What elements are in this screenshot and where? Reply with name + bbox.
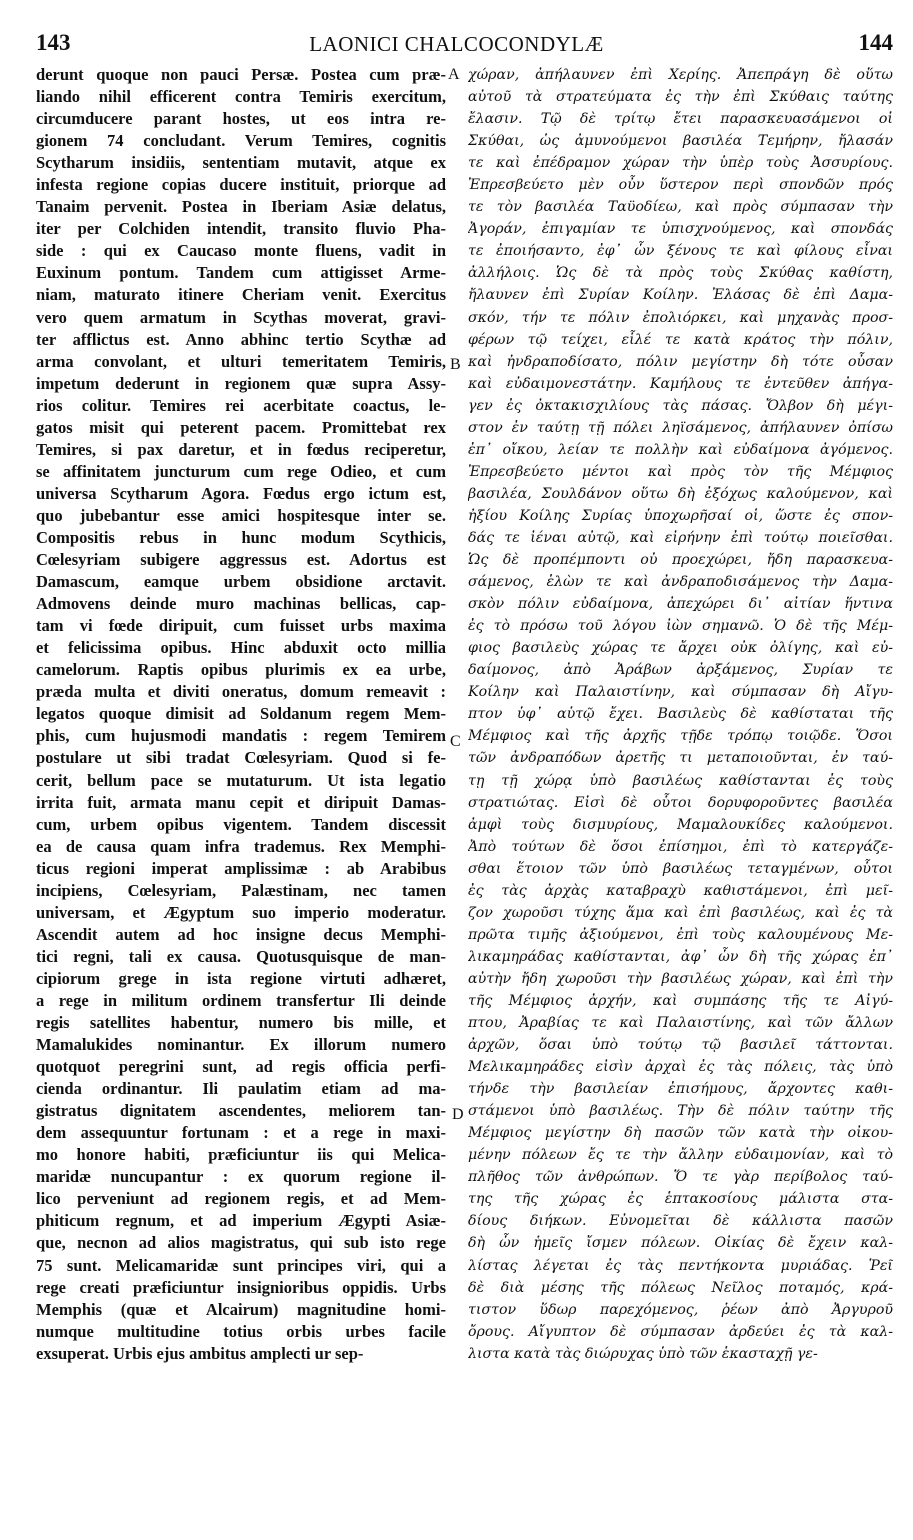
greek-text-line: πτον ὑφ᾽ αὑτῷ ἔχει. Βασιλεὺς δὲ καθίσταται τῆς (468, 706, 893, 723)
latin-text-line: irrita fuit, armata manu cepit et diripuit Damas- (36, 792, 446, 812)
greek-text-line: Μέμφιος καὶ τῆς ἀρχῆς τῇδε τρόπῳ τοιῷδε. Ὅσοι (468, 728, 893, 745)
latin-text-line: Euxinum pontum. Tandem cum attigisset Arme- (36, 263, 446, 283)
greek-text-line: Ἀπὸ τούτων δὲ ὅσοι ἐπίσημοι, ἐπὶ τὸ κατεργάζε- (468, 838, 893, 855)
latin-text-line: legatos quoque dimisit ad Soldanum regem Mem- (36, 704, 446, 724)
greek-text-line: δίους διήκων. Εὐνομεῖται δὲ κάλλιστα πασῶν (468, 1213, 893, 1230)
greek-text-line: ἠξίου Κοίλης Συρίας ὑποχωρῆσαί οἱ, ὥστε ἐς σπον- (468, 507, 893, 524)
greek-text-line: χώραν, ἀπήλαυνεν ἐπὶ Χερίης. Ἀπεπράγη δὲ οὕτω (468, 67, 893, 83)
greek-text-line: ἐπ᾽ οἴκου, λείαν τε πολλὴν καὶ εὐδαίμονα ἀγόμενος. (468, 441, 893, 458)
latin-text-line: 75 sunt. Melicamaridæ sunt principes viri, qui a (36, 1255, 446, 1275)
greek-text-line: ὄρους. Αἴγυπτον δὲ σύμπασαν ἀρδεύει ἐς τὰ καλ- (468, 1323, 893, 1340)
latin-text-line: cipiorum grege in ista regione virtuti adhæret, (36, 968, 446, 988)
latin-text-line: tam vi fœde diripuit, cum fuisset urbs maxima (36, 616, 446, 636)
latin-text-line: camelorum. Raptis opibus plurimis ex ea urbe, (36, 660, 446, 680)
latin-text-line: phis, cum hujusmodi mandatis : regem Temirem (36, 726, 446, 746)
latin-text-line: iter per Colchiden intendit, transito fluvio Pha- (36, 219, 446, 239)
latin-text-line: cum, urbem opibus vigentem. Tandem discessit (36, 814, 446, 834)
latin-text-line: Mamalukides nominantur. Ex illorum numero (36, 1035, 446, 1055)
greek-text-line: τῶν ἀνδραπόδων ἀρετῆς τι μεταποιοῦνται, ἐν ταύ- (468, 750, 893, 767)
latin-text-line: quo jubebantur esse amici hospitesque inter se. (36, 505, 446, 525)
greek-text-line: λίστας λέγεται ἐς τὰς πεντήκοντα μυριάδας. Ῥεῖ (468, 1257, 893, 1274)
greek-text-line: τιστον ὕδωρ παρεχόμενος, ῥέων ἀπὸ Ἀργυροῦ (468, 1301, 893, 1318)
greek-text-line: φέρων τῷ τείχει, εἷλέ τε κατὰ κράτος τὴν πόλιν, (468, 331, 893, 348)
latin-text-line: impetum dederunt in regionem quæ supra Assy- (36, 373, 446, 393)
greek-text-line: σάμενος, ἑλὼν τε καὶ ἀνδραποδισάμενος τὴν Δαμα- (468, 574, 893, 591)
latin-text-line: ter afflictus est. Anno abhinc tertio Scythæ ad (36, 329, 446, 349)
left-page-number: 143 (36, 30, 71, 55)
greek-text-line: σκὸν πόλιν εὐδαίμονα, ἀπεχώρει δι᾽ αἰτίαν ἥντινα (468, 596, 893, 613)
latin-text-line: arma convolant, et ulturi temeritatem Temiris, (36, 351, 446, 371)
latin-text-line: niam, maturato itinere Cheriam venit. Exercitus (36, 285, 446, 305)
greek-text-line: δάς τε ἰέναι αὐτῷ, καὶ εἰρήνην ἐπὶ τούτῳ ποιεῖσθαι. (468, 529, 893, 546)
running-header (0, 30, 913, 58)
greek-text-line: ἀμφὶ τοὺς δισμυρίους, Μαμαλουκίδες καλούμενοι. (468, 816, 893, 833)
greek-text-line: δαίμονος, ἀπὸ Ἀράβων ἀρξάμενος, Συρίαν τε (468, 662, 893, 679)
latin-text-line: quotquot peregrini sunt, ad regis officia perfi- (36, 1057, 446, 1077)
greek-text-line: τῆς Μέμφιος ἀρχήν, καὶ συμπάσης τῆς τε Αἰγύ- (468, 992, 893, 1009)
latin-text-line: Cœlesyriam subigere aggressus est. Adortus est (36, 550, 446, 570)
greek-text-line: σθαι ἕτοιον τῶν ὑπὸ βασιλέως τεταγμένων, οὗτοι (468, 860, 893, 877)
greek-text-line: καὶ ἠνδραποδίσατο, πόλιν μεγίστην δὴ τότε οὖσαν (468, 353, 893, 370)
greek-text-line: αὐτὴν ἤδη χωροῦσι τὴν βασιλέως χώραν, καὶ ἐπὶ τὴν (468, 970, 893, 987)
greek-text-line: τε τὸν βασιλέα Ταϋοδίεω, καὶ πρὸς σύμπασαν τὴν (468, 199, 893, 216)
greek-text-line: φιος βασιλεὺς χώρας τε ἄρχει οὐκ ὀλίγης, καὶ εὐ- (468, 640, 893, 657)
greek-text-line: ζον χωροῦσι τύχης ἅμα καὶ ἐπὶ βασιλέως, καὶ ἐς τὰ (468, 904, 893, 921)
greek-text-line: Μέμφιος μεγίστην δὴ πασῶν τῶν κατὰ τὴν οἰκου- (468, 1125, 893, 1142)
greek-column (468, 64, 893, 1365)
greek-text-line: ἀρχῶν, ὅσαι ὑπὸ τούτῳ τῷ βασιλεῖ τάττονται. (468, 1037, 893, 1054)
latin-text-line: circumducere parant hostes, ut eos intra re- (36, 109, 446, 129)
greek-text-line: τε καὶ ἐπέδραμον χώραν τὴν ὑπὲρ τοὺς Ἀσσυρίους. (468, 155, 893, 172)
latin-text-line: lico perveniunt ad regionem regis, et ad Mem- (36, 1189, 446, 1209)
greek-text-line: βασιλέα, Σουλδάνον οὕτω δὴ ἐξόχως καλούμενον, καὶ (468, 485, 893, 502)
latin-text-line: incipiens, Cœlesyriam, Palæstinam, nec tamen (36, 880, 446, 900)
latin-text-line: universa Scytharum Agora. Fœdus ergo ictum est, (36, 483, 446, 503)
latin-text-line: regis satellites habentur, numero bis mille, et (36, 1013, 446, 1033)
greek-text-line: τε ἐποιήσαντο, ἐφ᾽ ὧν ξένους τε καὶ φίλους εἶναι (468, 243, 893, 260)
latin-text-line: mo honore habiti, præficiuntur iis qui Melica- (36, 1145, 446, 1165)
latin-text-line: que, necnon ad alios magistratus, qui sub isto rege (36, 1233, 446, 1253)
section-marker-d: D (452, 1106, 464, 1123)
latin-text-line: Admovens deinde muro machinas bellicas, cap- (36, 594, 446, 614)
greek-text-line: Κοίλην καὶ Παλαιστίνην, καὶ σύμπασαν δὴ Αἴγυ- (468, 684, 893, 701)
latin-text-line: Scytharum insidiis, sententiam mutavit, atque ex (36, 153, 446, 173)
latin-text-line: Damascum, eamque urbem obsidione arctavit. (36, 572, 446, 592)
section-marker-a: A (448, 66, 460, 83)
latin-text-line: a rege in militum ordinem transfertur Ili deinde (36, 990, 446, 1010)
latin-text-line: Memphis (quæ et Alcairum) magnitudine homi- (36, 1299, 446, 1319)
section-marker-b: B (450, 356, 461, 373)
latin-text-line: Tanaim pervenit. Postea in Iberiam Asiæ delatus, (36, 197, 446, 217)
latin-text-line: postulare ut sibi tradat Cœlesyriam. Quod si fe- (36, 748, 446, 768)
greek-text-line: ἐς τὰς ἀρχὰς καταβραχὺ καθιστάμενοι, ἐπὶ μεῖ- (468, 882, 893, 899)
greek-text-line: Ὡς δὲ προπέμποντι οὐ προεχώρει, ἤδη παρασκευα- (468, 552, 893, 569)
greek-text-line: τήνδε τὴν βασιλείαν ἐπισήμους, ἄρχοντες καθι- (468, 1081, 893, 1098)
greek-text-line: ἔλασιν. Τῷ δὲ τρίτῳ ἔτει παρασκευασάμενοι οἱ (468, 111, 893, 128)
latin-text-line: præda multa et diviti oneratus, domum remeavit : (36, 682, 446, 702)
latin-text-line: cerit, bellum pace se mutaturum. Ut ista legatio (36, 770, 446, 790)
latin-text-line: phiticum regnum, et ad imperium Ægypti Asiæ- (36, 1211, 446, 1231)
latin-text-line: rios colitur. Temires rei acerbitate coactus, le- (36, 395, 446, 415)
latin-text-line: Compositis rebus in hunc modum Scythicis, (36, 527, 446, 547)
latin-text-line: numque multitudine totius orbis urbes facile (36, 1321, 446, 1341)
latin-text-line: infesta regione copias ducere instituit, priorque ad (36, 175, 446, 195)
greek-text-line: τῃ τῇ χώρᾳ ὑπὸ βασιλέως καθίστανται ἐς τοὺς (468, 772, 893, 789)
greek-text-line: λικαμηράδας καθίστανται, ἀφ᾽ ὧν δὴ τῆς χώρας ἐπ᾽ (468, 948, 893, 965)
latin-text-line: ea de causa quam infra trademus. Rex Memphi- (36, 836, 446, 856)
latin-text-line: et felicissima opibus. Hinc abduxit octo millia (36, 638, 446, 658)
greek-text-line: στρατιώτας. Εἰσὶ δὲ οὗτοι δορυφοροῦντες βασιλέα (468, 794, 893, 811)
greek-text-line: σκόν, τήν τε πόλιν ἐπολιόρκει, καὶ μηχανὰς προσ- (468, 309, 893, 326)
greek-text-line: Σκύθαι, ὡς ἀμυνούμενοι βασιλέα Τεμήρην, ἤλασάν (468, 133, 893, 150)
greek-text-line: στον ἐν ταύτῃ τῇ πόλει ληϊσάμενος, ἀπήλαυνεν ὀπίσω (468, 419, 893, 436)
greek-text-line: αὐτοῦ τὰ στρατεύματα ἐς τὴν ἐπὶ Σκύθαις ταύτης (468, 89, 893, 106)
greek-text-line: πτου, Ἀραβίας τε καὶ Παλαιστίνης, καὶ τῶν ἄλλων (468, 1015, 893, 1032)
running-title: LAONICI CHALCOCONDYLÆ (309, 32, 604, 56)
greek-text-line: Ἀγοράν, ἐπιγαμίαν τε ὑπισχνούμενος, καὶ σπονδάς (468, 221, 893, 238)
greek-text-line: ἐς τὸ πρόσω τοῦ λόγου ἰὼν σημανῶ. Ὁ δὲ τῆς Μέμ- (468, 618, 893, 635)
greek-text-line: ἤλαυνεν ἐπὶ Συρίαν Κοίλην. Ἐλάσας δὲ ἐπὶ Δαμα- (468, 287, 893, 304)
greek-text-line: ἀλλήλοις. Ὡς δὲ τὰ πρὸς τοὺς Σκύθας καθίστη, (468, 265, 893, 282)
latin-text-line: cienda ordinantur. Ili paulatim etiam ad ma- (36, 1079, 446, 1099)
greek-text-line: δὲ διὰ μέσης τῆς πόλεως Νεῖλος ποταμός, κρά- (468, 1279, 893, 1296)
latin-text-line: ticus regioni imperat amplissimæ : ab Arabibus (36, 858, 446, 878)
latin-text-line: universam, et Ægyptum suo imperio moderatur. (36, 902, 446, 922)
latin-text-line: dem assequuntur fortunam : et a rege in maxi- (36, 1123, 446, 1143)
greek-text-line: μένην πόλεων ἔς τε τὴν ἄλλην εὐδαιμονίαν, καὶ τὸ (468, 1147, 893, 1164)
greek-text-line: στάμενοι ὑπὸ βασιλέως. Τὴν δὲ πόλιν ταύτην τῆς (468, 1103, 893, 1120)
latin-text-line: liando nihil efficerent contra Temiris exercitum, (36, 87, 446, 107)
greek-text-line: Μελικαμηράδες εἰσὶν ἀρχαὶ ἐς τὰς πόλεις, τὰς ὑπὸ (468, 1059, 893, 1076)
right-page-number: 144 (858, 30, 893, 55)
section-marker-c: C (450, 733, 461, 750)
greek-text-line: πρῶτα τιμῆς ἀξιούμενοι, ἐπὶ τοὺς καλουμένους Με- (468, 926, 893, 943)
greek-text-line: Ἐπρεσβεύετο μὲν οὖν ὕστερον περὶ σπονδῶν πρός (468, 177, 893, 194)
greek-text-line: Ἐπρεσβεύετο μέντοι καὶ πρὸς τὸν τῆς Μέμφιος (468, 463, 893, 480)
latin-text-line: maridæ nuncupantur : ex quorum regione il- (36, 1167, 446, 1187)
latin-text-line: Temires, si pax daretur, et in fœdus reciperetur, (36, 439, 446, 459)
greek-text-line: πλῆθος τῶν ἀνθρώπων. Ὅ τε γὰρ περίβολος ταύ- (468, 1169, 893, 1186)
greek-text-line: λιστα κατὰ τὰς διώρυχας ὑπὸ τῶν ἑκασταχῇ γε- (468, 1345, 818, 1362)
latin-column (36, 64, 446, 1365)
latin-text-line: gionem 74 concludant. Verum Temires, cognitis (36, 131, 446, 151)
greek-text-line: δὴ ὧν ἡμεῖς ἴσμεν πόλεων. Οἰκίας δὲ ἔχειν καλ- (468, 1235, 893, 1252)
latin-text-line: derunt quoque non pauci Persæ. Postea cum præ- (36, 65, 446, 84)
latin-text-line: tici regni, tali ex causa. Quotusquisque de man- (36, 946, 446, 966)
greek-text-line: της τῆς χώρας ἐς ἑπτακοσίους μάλιστα στα- (468, 1191, 893, 1208)
latin-text-line: gistratus dignitatem ascendentes, meliorem tan- (36, 1101, 446, 1121)
latin-text-line: Ascendit autem ad hoc insigne decus Memphi- (36, 924, 446, 944)
latin-text-line: side : qui ex Caucaso monte fluens, vadit in (36, 241, 446, 261)
latin-text-line: rege creati præficiuntur insignioribus oppidis. Urbs (36, 1277, 446, 1297)
greek-text-line: γεν ἐς ὀκτακισχιλίους τὰς πάσας. Ὄλβον δὴ μέγι- (468, 397, 893, 414)
latin-text-line: vero quem armatum in Scythas moverat, gravi- (36, 307, 446, 327)
latin-text-line: exsuperat. Urbis ejus ambitus amplecti ur sep- (36, 1343, 364, 1363)
latin-text-line: se affinitatem juncturum cum rege Odieo, et cum (36, 461, 446, 481)
latin-text-line: gatos misit qui peterent pacem. Promittebat rex (36, 417, 446, 437)
greek-text-line: καὶ εὐδαιμονεστάτην. Καμήλους τε ἐντεῦθεν ἀπήγα- (468, 375, 893, 392)
